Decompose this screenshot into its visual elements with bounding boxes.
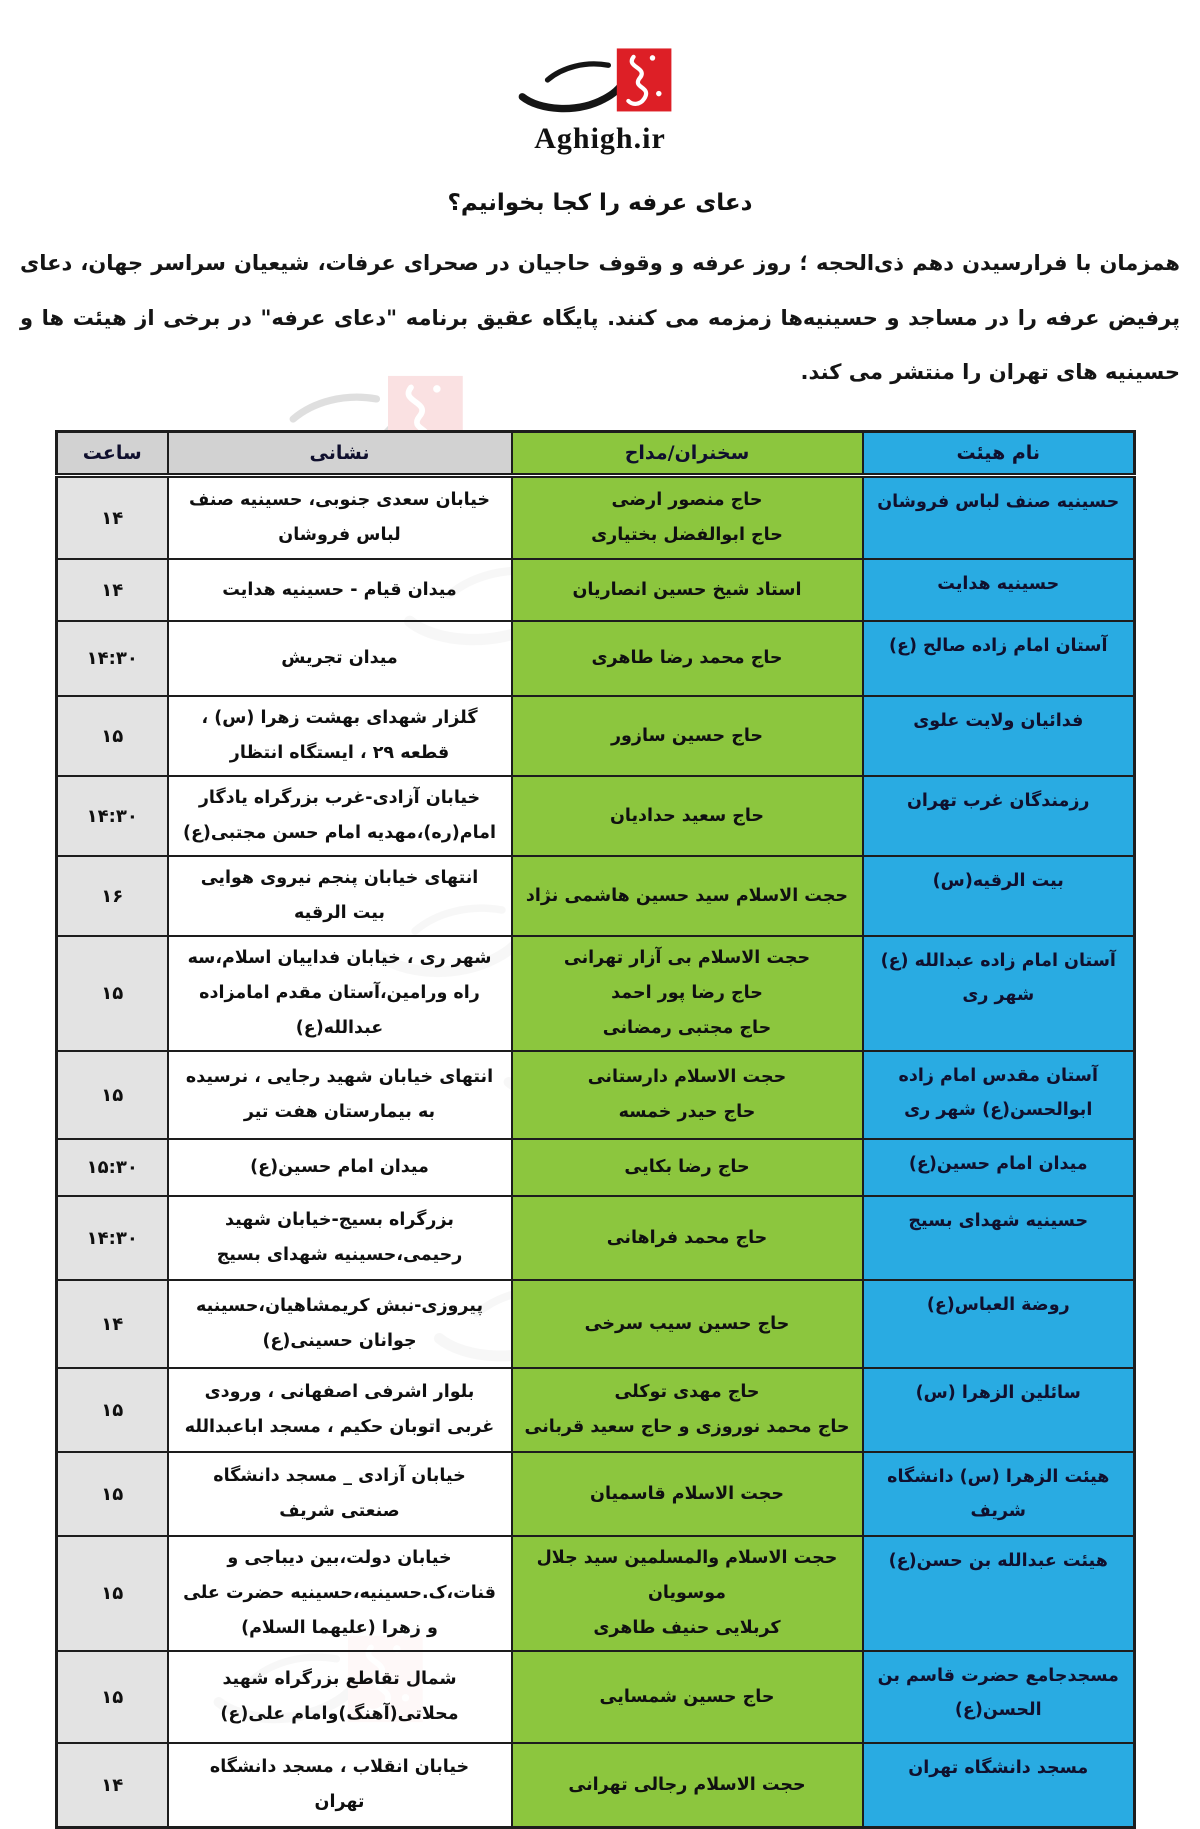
cell-speaker: حجت الاسلام والمسلمین سید جلال موسویان کربلایی حنیف طاهری [512,1536,863,1651]
cell-time: ۱۵ [57,1452,168,1536]
table-row [57,1368,1135,1452]
cell-heyat-name: فدائیان ولایت علوی [863,696,1135,776]
table-row [57,1139,1135,1196]
table-row [57,696,1135,776]
cell-speaker: حاج سعید حدادیان [512,776,863,856]
cell-speaker: حاج محمد رضا طاهری [512,621,863,696]
cell-heyat-name: آستان امام زاده صالح (ع) [863,621,1135,696]
cell-time: ۱۴ [57,559,168,621]
cell-speaker: حجت الاسلام دارستانی حاج حیدر خمسه [512,1051,863,1139]
cell-address: خیابان دولت،بین دیباجی و قنات،ک.حسینیه،حسینیه حضرت علی و زهرا (علیهما السلام) [168,1536,512,1651]
table-row [57,856,1135,936]
cell-speaker: حاج محمد فراهانی [512,1196,863,1280]
cell-time: ۱۵ [57,1368,168,1452]
cell-address: گلزار شهدای بهشت زهرا (س) ، قطعه ۲۹ ، ایستگاه انتظار [168,696,512,776]
table-row [57,1743,1135,1827]
cell-address: بلوار اشرفی اصفهانی ، ورودی غربی اتوبان حکیم ، مسجد اباعبدالله [168,1368,512,1452]
cell-time: ۱۵ [57,1651,168,1743]
cell-speaker: حجت الاسلام سید حسین هاشمی نژاد [512,856,863,936]
table-row [57,1651,1135,1743]
cell-heyat-name: هیئت الزهرا (س) دانشگاه شریف [863,1452,1135,1536]
cell-address: میدان تجریش [168,621,512,696]
cell-time: ۱۵ [57,1051,168,1139]
cell-time: ۱۵ [57,936,168,1051]
cell-time: ۱۵ [57,696,168,776]
cell-time: ۱۴ [57,475,168,559]
cell-address: انتهای خیابان شهید رجایی ، نرسیده به بیمارستان هفت تیر [168,1051,512,1139]
cell-heyat-name: حسینیه هدایت [863,559,1135,621]
cell-speaker: حاج حسین سیب سرخی [512,1280,863,1368]
cell-speaker: حجت الاسلام بی آزار تهرانی حاج رضا پور احمد حاج مجتبی رمضانی [512,936,863,1051]
table-row [57,1196,1135,1280]
table-row [57,621,1135,696]
header-address: نشانی [168,431,512,475]
cell-heyat-name: بیت الرقیه(س) [863,856,1135,936]
cell-time: ۱۵:۳۰ [57,1139,168,1196]
intro-paragraph: همزمان با فرارسیدن دهم ذی‌الحجه ؛ روز عرفه و وقوف حاجیان در صحرای عرفات، شیعیان سراسر جهان، دعای پرفیض عرفه را در مساجد و حسینیه‌ها زمزمه می کنند. پایگاه عقیق برنامه "دعای عرفه" در برخی از هیئت ها و حسینیه های تهران را منتشر می کند. [20,251,1180,385]
header-speaker: سخنران/مداح [512,431,863,475]
table-row [57,776,1135,856]
cell-speaker: حاج حسین سازور [512,696,863,776]
cell-speaker: حجت الاسلام قاسمیان [512,1452,863,1536]
header-heyat-name: نام هیئت [863,431,1135,475]
cell-address: خیابان سعدی جنوبی، حسینیه صنف لباس فروشان [168,475,512,559]
cell-address: انتهای خیابان پنجم نیروی هوایی بیت الرقیه [168,856,512,936]
cell-heyat-name: آستان امام زاده عبدالله (ع) شهر ری [863,936,1135,1051]
cell-address: میدان قیام - حسینیه هدایت [168,559,512,621]
table-row [57,1536,1135,1651]
cell-time: ۱۴:۳۰ [57,621,168,696]
table-row [57,1280,1135,1368]
cell-time: ۱۴ [57,1743,168,1827]
cell-heyat-name: حسینیه صنف لباس فروشان [863,475,1135,559]
table-row [57,936,1135,1051]
cell-address: پیروزی-نبش کریمشاهیان،حسینیه جوانان حسینی(ع) [168,1280,512,1368]
schedule-table [55,430,1136,1829]
cell-heyat-name: حسینیه شهدای بسیج [863,1196,1135,1280]
table-row [57,475,1135,559]
cell-address: خیابان آزادی _ مسجد دانشگاه صنعتی شریف [168,1452,512,1536]
cell-speaker: حاج حسین شمسایی [512,1651,863,1743]
table-row [57,1452,1135,1536]
cell-speaker: حاج مهدی توکلی حاج محمد نوروزی و حاج سعید قربانی [512,1368,863,1452]
cell-address: خیابان آزادی-غرب بزرگراه یادگار امام(ره)،مهدیه امام حسن مجتبی(ع) [168,776,512,856]
cell-heyat-name: مسجدجامع حضرت قاسم بن الحسن(ع) [863,1651,1135,1743]
cell-address: میدان امام حسین(ع) [168,1139,512,1196]
cell-heyat-name: مسجد دانشگاه تهران [863,1743,1135,1827]
cell-heyat-name: آستان مقدس امام زاده ابوالحسن(ع) شهر ری [863,1051,1135,1139]
page-header [0,0,1200,156]
cell-speaker: حجت الاسلام رجالی تهرانی [512,1743,863,1827]
cell-speaker: حاج منصور ارضی حاج ابوالفضل بختیاری [512,475,863,559]
aghigh-logo-icon [516,44,684,118]
table-row [57,559,1135,621]
cell-speaker: حاج رضا بکایی [512,1139,863,1196]
schedule-table-wrap [55,430,1133,1829]
table-header-row [57,431,1135,475]
cell-time: ۱۵ [57,1536,168,1651]
schedule-body [57,475,1135,1827]
cell-heyat-name: روضة العباس(ع) [863,1280,1135,1368]
cell-time: ۱۴:۳۰ [57,776,168,856]
cell-heyat-name: میدان امام حسین(ع) [863,1139,1135,1196]
page-title: دعای عرفه را کجا بخوانیم؟ [447,190,753,216]
cell-time: ۱۴:۳۰ [57,1196,168,1280]
cell-address: خیابان انقلاب ، مسجد دانشگاه تهران [168,1743,512,1827]
cell-heyat-name: رزمندگان غرب تهران [863,776,1135,856]
cell-heyat-name: هیئت عبدالله بن حسن(ع) [863,1536,1135,1651]
table-row [57,1051,1135,1139]
cell-address: بزرگراه بسیج-خیابان شهید رحیمی،حسینیه شهدای بسیج [168,1196,512,1280]
cell-address: شهر ری ، خیابان فداییان اسلام،سه راه ورامین،آستان مقدم امامزاده عبدالله(ع) [168,936,512,1051]
cell-time: ۱۶ [57,856,168,936]
cell-speaker: استاد شیخ حسین انصاریان [512,559,863,621]
cell-address: شمال تقاطع بزرگراه شهید محلاتی(آهنگ)وامام علی(ع) [168,1651,512,1743]
site-name: Aghigh.ir [534,122,666,155]
cell-heyat-name: سائلین الزهرا (س) [863,1368,1135,1452]
cell-time: ۱۴ [57,1280,168,1368]
header-time: ساعت [57,431,168,475]
